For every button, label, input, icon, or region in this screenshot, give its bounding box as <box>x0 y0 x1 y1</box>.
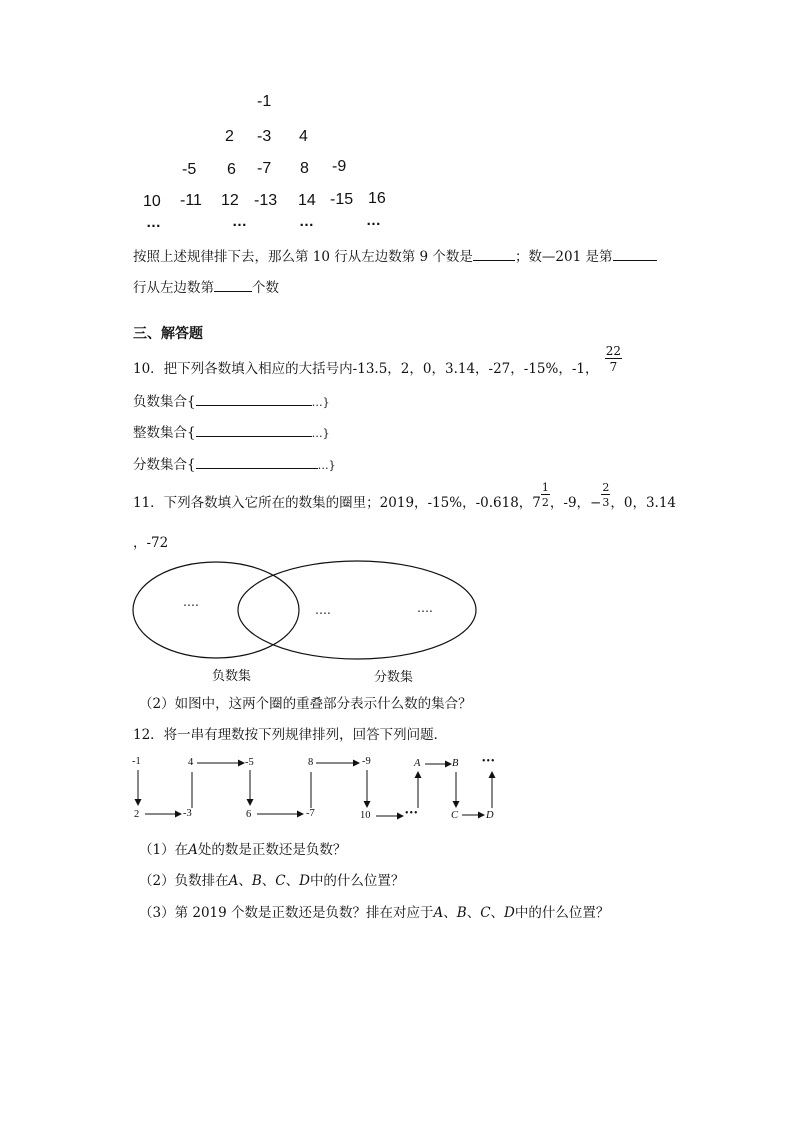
seq-ellipsis: ••• <box>405 808 419 819</box>
separator: 、 <box>238 873 252 889</box>
seq-number: -1 <box>132 756 141 767</box>
letter-d: D <box>504 905 515 921</box>
fraction-numerator: 22 <box>605 344 622 358</box>
answer-blank[interactable] <box>613 248 657 261</box>
letter-c: C <box>275 873 286 889</box>
letter-a: A <box>433 905 444 921</box>
q10-prompt <box>133 344 622 377</box>
q11-sub2: （2）如图中，这两个圈的重叠部分表示什么数的集合？ <box>139 696 472 712</box>
q11-prompt <box>133 481 677 511</box>
set-label: 分数集合{ <box>133 457 196 473</box>
q11-text: ，0，3.14 <box>610 494 677 511</box>
seq-letter-d: D <box>486 810 494 821</box>
seq-number: -3 <box>183 808 192 819</box>
set-label: 整数集合{ <box>133 425 196 441</box>
triangle-ellipsis: … <box>232 213 248 230</box>
q12-text: 中的什么位置？ <box>514 905 610 921</box>
negative-set-label: 负数集 <box>212 669 252 684</box>
q9-text: ；数—201 是第 <box>514 249 613 265</box>
triangle-row4-num: 14 <box>298 192 316 209</box>
seq-number: 8 <box>308 757 314 768</box>
seq-letter-b: B <box>452 758 459 769</box>
venn-center-dots: …. <box>315 603 331 617</box>
q12-text: （3）第 2019 个数是正数还是负数？排在对应于 <box>139 905 434 921</box>
q9-text: 个数 <box>252 280 279 296</box>
negative-set-circle[interactable] <box>133 562 299 658</box>
separator: 、 <box>285 873 300 889</box>
fraction-numerator: 1 <box>541 481 549 494</box>
integer-set-line <box>133 421 330 441</box>
seq-letter-a: A <box>414 758 421 769</box>
seq-number: 10 <box>360 810 371 821</box>
letter-a: A <box>228 873 239 889</box>
triangle-row3-num: -5 <box>182 161 197 178</box>
seq-letter-c: C <box>451 810 459 821</box>
set-end: …} <box>311 396 330 409</box>
triangle-row4-num: -15 <box>330 191 354 208</box>
venn-diagram <box>120 555 520 685</box>
separator: 、 <box>261 873 276 889</box>
q12-text: （1）在 <box>139 842 189 858</box>
q12-text: （2）负数排在 <box>139 873 229 889</box>
triangle-row4-num: -11 <box>180 192 202 209</box>
set-end: …} <box>317 459 336 472</box>
q9-line1 <box>133 245 657 265</box>
triangle-row1-num: -1 <box>257 93 272 110</box>
triangle-row3-num: -7 <box>257 160 272 177</box>
triangle-row2-num: -3 <box>257 128 272 145</box>
triangle-row2-num: 2 <box>225 128 234 145</box>
triangle-ellipsis: … <box>146 214 162 231</box>
letter-b: B <box>456 905 467 921</box>
q12-intro: 12．将一串有理数按下列规律排列，回答下列问题． <box>133 727 448 743</box>
triangle-row4-num: 16 <box>368 190 386 207</box>
negative-set-line <box>133 390 330 410</box>
seq-number: 6 <box>246 809 252 820</box>
q11-text: 11．下列各数填入它所在的数集的圈里；2019，-15%，-0.618，7 <box>133 494 541 511</box>
separator: 、 <box>466 905 481 921</box>
seq-number: -7 <box>306 808 315 819</box>
q11-text: ，-9，− <box>549 494 602 511</box>
q12-text: 中的什么位置？ <box>309 873 405 889</box>
triangle-row2-num: 4 <box>299 128 308 145</box>
fraction-set-line <box>133 453 336 473</box>
q12-sub3 <box>139 901 609 921</box>
answer-blank[interactable] <box>214 279 252 292</box>
fraction-numerator: 2 <box>602 481 610 494</box>
seq-number: 2 <box>134 809 140 820</box>
fraction <box>605 345 622 373</box>
letter-a: A <box>188 842 198 858</box>
q9-line2 <box>133 276 279 296</box>
separator: 、 <box>490 905 505 921</box>
letter-d: D <box>299 873 310 889</box>
triangle-row4-num: -13 <box>254 192 278 209</box>
letter-c: C <box>480 905 491 921</box>
fraction-denominator: 2 <box>541 496 549 509</box>
answer-blank[interactable] <box>473 248 515 261</box>
seq-number: -5 <box>245 757 254 768</box>
venn-left-dots: …. <box>183 595 199 609</box>
section-heading: 三、解答题 <box>133 326 203 342</box>
fraction-set-label: 分数集 <box>374 670 414 685</box>
q12-text: 处的数是正数还是负数？ <box>197 842 347 858</box>
set-label: 负数集合{ <box>133 394 196 410</box>
triangle-row4-num: 12 <box>221 192 239 209</box>
q10-text: 10．把下列各数填入相应的大括号内-13.5，2，0，3.14，-27，-15%，-1， <box>133 360 599 377</box>
q11-line2: ，-72 <box>133 535 169 551</box>
seq-ellipsis: ••• <box>482 756 496 767</box>
seq-number: -9 <box>362 756 371 767</box>
q12-sub2 <box>139 869 404 889</box>
triangle-row3-num: -9 <box>332 158 347 175</box>
triangle-ellipsis: … <box>366 212 382 229</box>
set-end: …} <box>311 427 330 440</box>
seq-number: 4 <box>188 757 194 768</box>
mixed-fraction <box>541 482 550 508</box>
triangle-ellipsis: … <box>299 213 315 230</box>
triangle-row4-num: 10 <box>143 193 161 210</box>
separator: 、 <box>443 905 457 921</box>
letter-b: B <box>251 873 262 889</box>
answer-blank[interactable] <box>196 456 318 469</box>
q9-text: 行从左边数第 <box>133 280 214 296</box>
q9-text: 按照上述规律排下去，那么第 10 行从左边数第 9 个数是 <box>133 249 473 265</box>
venn-right-dots: …. <box>417 601 433 615</box>
answer-blank[interactable] <box>196 424 312 437</box>
fraction-denominator: 3 <box>602 496 610 509</box>
triangle-row3-num: 6 <box>227 161 236 178</box>
q12-sub1 <box>139 838 346 858</box>
answer-blank[interactable] <box>196 393 312 406</box>
triangle-row3-num: 8 <box>300 160 309 177</box>
fraction-denominator: 7 <box>609 360 618 374</box>
